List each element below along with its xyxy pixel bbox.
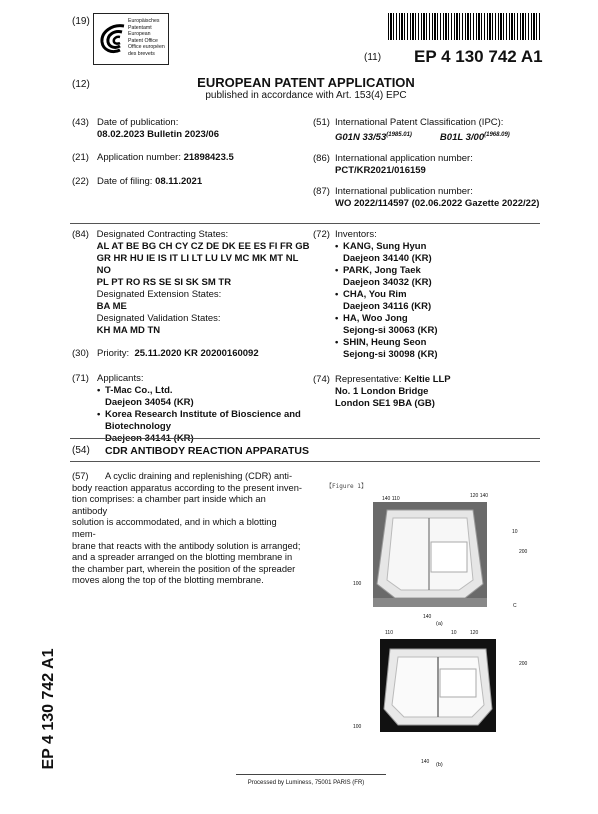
field-54: (54) CDR ANTIBODY REACTION APPARATUS bbox=[72, 445, 309, 457]
label-100: 100 bbox=[353, 581, 362, 587]
label-b-110: 110 bbox=[385, 630, 393, 636]
field-21: (21) Application number: 21898423.5 bbox=[72, 152, 234, 163]
field-30: (30) Priority: 25.11.2020 KR 20200160092 bbox=[72, 348, 259, 359]
field-86: (86) International application number: PCT/KR2021/016159 bbox=[313, 153, 473, 177]
label-b-100: 100 bbox=[353, 724, 362, 730]
separator-1 bbox=[70, 223, 540, 224]
document-subtype: published in accordance with Art. 153(4) EPC bbox=[205, 90, 407, 101]
label-10: 10 bbox=[512, 529, 518, 535]
abstract: (57) A cyclic draining and replenishing (CDR) anti- body reaction apparatus according to the present inven- tion comprises: a chamber part inside which an antibody solution is accommodated, and in which a blotting mem- brane that reacts with the antibody solution is arranged; and a spreader arranged on the blotting membrane in the chamber part, wherein the position of the spreader moves along the top of the blotting membrane. bbox=[72, 471, 302, 586]
label-140: 140 bbox=[423, 614, 432, 620]
field-code-12: (12) bbox=[72, 79, 90, 90]
figure-caption: 【Figure 1】 bbox=[326, 483, 367, 490]
figure-1b-photo bbox=[380, 639, 496, 732]
label-b-120: 120 bbox=[470, 630, 479, 636]
invention-title: CDR ANTIBODY REACTION APPARATUS bbox=[105, 445, 309, 457]
barcode bbox=[388, 13, 540, 40]
applicant-1: • T-Mac Co., Ltd. Daejeon 34054 (KR) bbox=[97, 385, 301, 409]
field-84: (84) Designated Contracting States: AL AT BE BG CH CY CZ DE DK EE ES FI FR GB GR HR HU IE IS IT LI LT LU LV MC MK MT NL NO PL PT RO RS SE SI SK SM TR Designated Extension States: BA ME Designated Validation States: KH MA MD TN bbox=[72, 229, 310, 336]
inventor-3: • CHA, You Rim Daejeon 34116 (KR) bbox=[335, 289, 438, 313]
field-43: (43) Date of publication: 08.02.2023 Bulletin 2023/06 bbox=[72, 117, 219, 140]
label-b-200: 200 bbox=[519, 661, 528, 667]
inventor-5: • SHIN, Heung Seon Sejong-si 30098 (KR) bbox=[335, 337, 438, 361]
side-publication-number: EP 4 130 742 A1 bbox=[40, 648, 57, 770]
footer-text: Processed by Luminess, 75001 PARIS (FR) bbox=[247, 780, 365, 786]
chamber-illustration-b bbox=[380, 639, 496, 732]
office-name: Europäisches Patentamt European Patent Office Office européen des brevets bbox=[128, 18, 165, 57]
label-140-110: 140 110 bbox=[382, 496, 400, 502]
separator-2 bbox=[70, 438, 540, 439]
field-code-19: (19) bbox=[72, 16, 90, 27]
inventor-4: • HA, Woo Jong Sejong-si 30063 (KR) bbox=[335, 313, 438, 337]
biblio-left bbox=[72, 117, 302, 188]
inventor-2: • PARK, Jong Taek Daejeon 34032 (KR) bbox=[335, 265, 438, 289]
field-87: (87) International publication number: WO 2022/114597 (02.06.2022 Gazette 2022/22) bbox=[313, 186, 540, 210]
footer-rule bbox=[236, 774, 386, 775]
biblio-mid-right bbox=[313, 229, 553, 410]
subfigure-a-label: (a) bbox=[436, 621, 443, 627]
publication-number: EP 4 130 742 A1 bbox=[414, 47, 543, 66]
chamber-illustration-a bbox=[373, 502, 487, 607]
epo-logo-icon bbox=[98, 22, 128, 56]
biblio-mid-left bbox=[72, 229, 312, 445]
field-71: (71) Applicants: • T-Mac Co., Ltd. Daejeon 34054 (KR) • Korea Research Institute of Bioscience and Biotechnology Daejeon 34141 (KR) bbox=[72, 373, 312, 445]
field-code-11: (11) bbox=[364, 52, 382, 63]
label-b-10: 10 bbox=[451, 630, 457, 636]
label-120-140: 120 140 bbox=[470, 493, 489, 499]
separator-3 bbox=[70, 461, 540, 462]
field-51: (51) International Patent Classification (IPC): G01N $33/53^{(1985.01)}$ B01L $3/00^{(1968.09)}$ bbox=[313, 117, 510, 144]
field-72: (72) Inventors: • KANG, Sung Hyun Daejeon 34140 (KR) • PARK, Jong Taek Daejeon 34032 (KR) • CHA, You Rim Daejeon 34116 (KR) • HA, Woo Jong Sejong-si 30063 (KR) • SHIN, Heung Seon Sejong-si 30098 (KR) bbox=[313, 229, 553, 361]
label-c: C bbox=[513, 603, 517, 609]
label-b-140: 140 bbox=[421, 759, 430, 765]
epo-logo-box bbox=[93, 13, 169, 65]
figure-1a-photo bbox=[373, 502, 487, 607]
field-74: (74) Representative: Keltie LLP No. 1 London Bridge London SE1 9BA (GB) bbox=[313, 374, 451, 409]
applicant-2: • Korea Research Institute of Bioscience and Biotechnology Daejeon 34141 (KR) bbox=[97, 409, 301, 445]
document-type: EUROPEAN PATENT APPLICATION bbox=[197, 75, 415, 90]
figure-1b bbox=[348, 628, 538, 768]
field-22: (22) Date of filing: 08.11.2021 bbox=[72, 176, 203, 187]
inventor-1: • KANG, Sung Hyun Daejeon 34140 (KR) bbox=[335, 241, 438, 265]
subfigure-b-label: (b) bbox=[436, 762, 443, 768]
figure-1a bbox=[348, 490, 538, 630]
label-200: 200 bbox=[519, 549, 528, 555]
biblio-right bbox=[313, 117, 553, 210]
